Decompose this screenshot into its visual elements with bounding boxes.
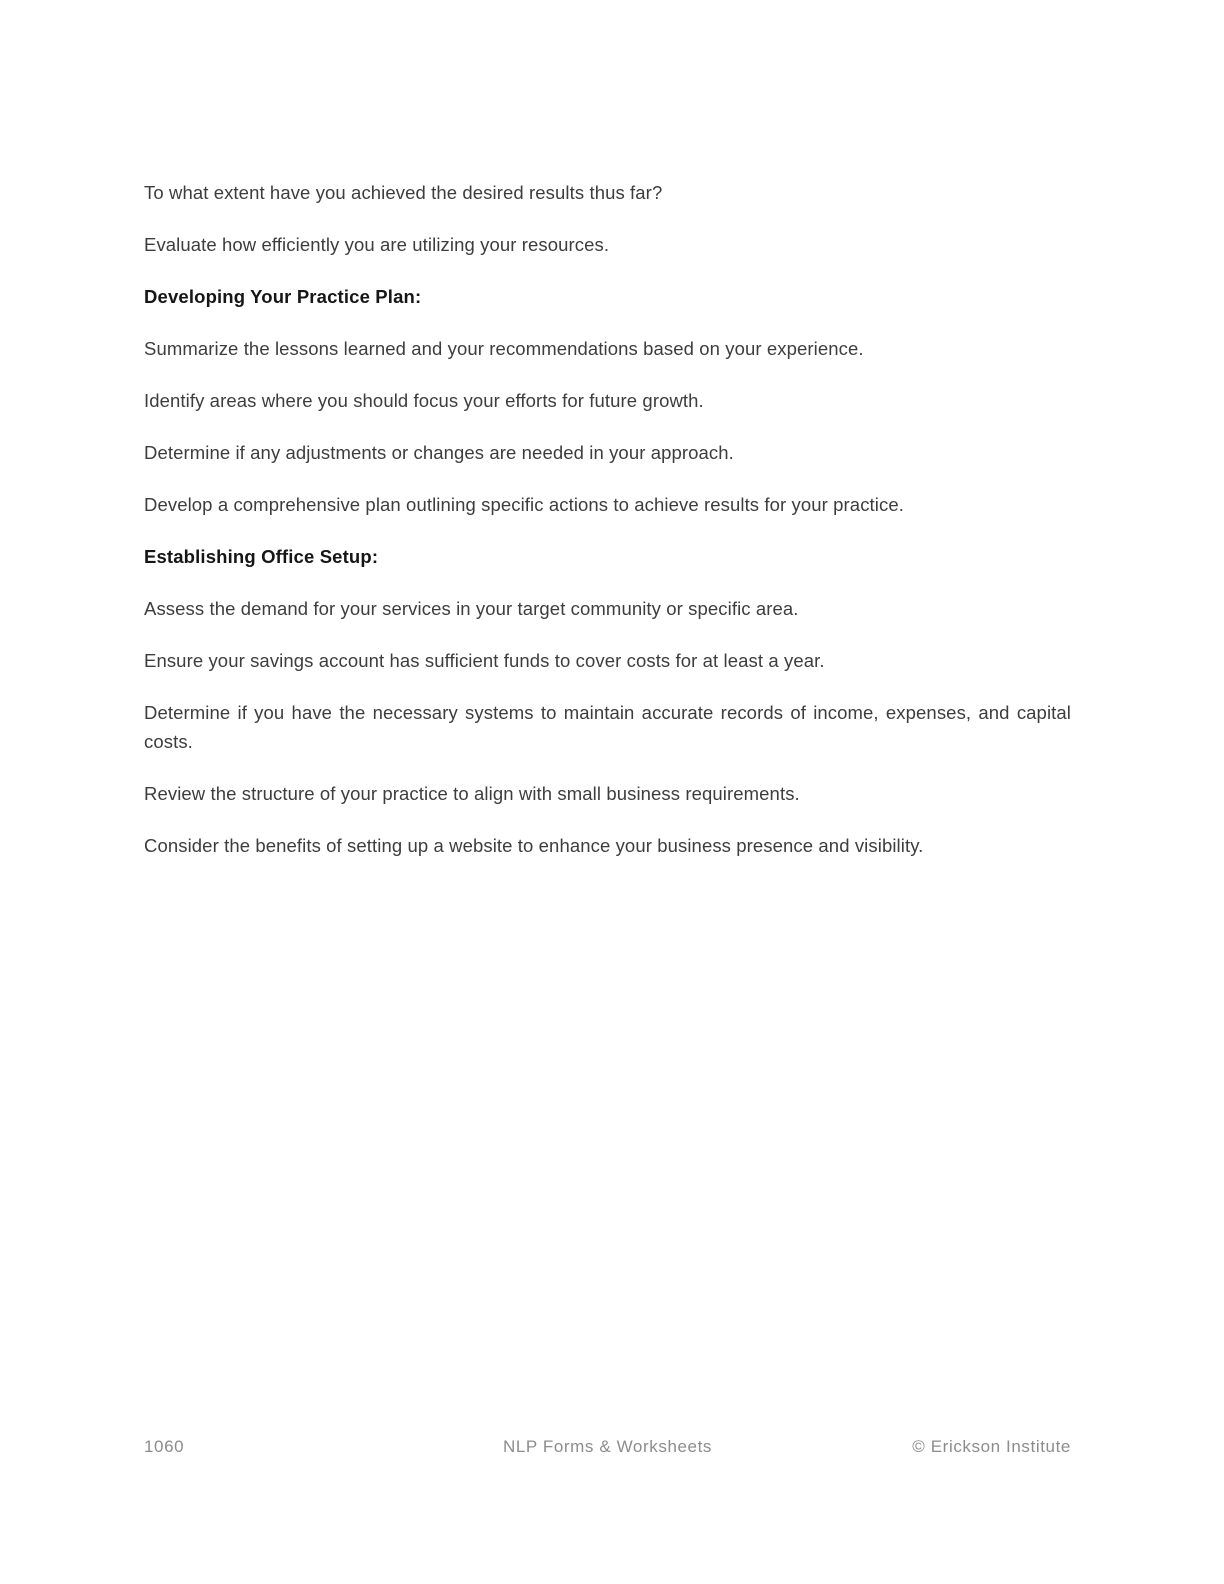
paragraph: Identify areas where you should focus your efforts for future growth. <box>144 390 704 411</box>
document-body <box>144 178 1071 883</box>
paragraph: To what extent have you achieved the desired results thus far? <box>144 182 663 203</box>
paragraph: Determine if you have the necessary systems to maintain accurate records of income, expenses, and capital costs. <box>144 702 1071 752</box>
footer-copyright: © Erickson Institute <box>912 1437 1071 1456</box>
section-heading-office-setup: Establishing Office Setup: <box>144 546 379 567</box>
paragraph: Determine if any adjustments or changes are needed in your approach. <box>144 442 734 463</box>
section-heading-practice-plan: Developing Your Practice Plan: <box>144 286 422 307</box>
paragraph: Review the structure of your practice to align with small business requirements. <box>144 783 800 804</box>
footer-page-number: 1060 <box>144 1437 185 1456</box>
paragraph: Ensure your savings account has sufficient funds to cover costs for at least a year. <box>144 650 825 671</box>
paragraph: Consider the benefits of setting up a website to enhance your business presence and visibility. <box>144 835 924 856</box>
page-footer <box>144 1436 1071 1458</box>
paragraph: Develop a comprehensive plan outlining specific actions to achieve results for your practice. <box>144 494 904 515</box>
paragraph: Summarize the lessons learned and your recommendations based on your experience. <box>144 338 864 359</box>
paragraph: Assess the demand for your services in your target community or specific area. <box>144 598 799 619</box>
footer-title: NLP Forms & Worksheets <box>502 1437 713 1456</box>
paragraph: Evaluate how efficiently you are utilizing your resources. <box>144 234 610 255</box>
